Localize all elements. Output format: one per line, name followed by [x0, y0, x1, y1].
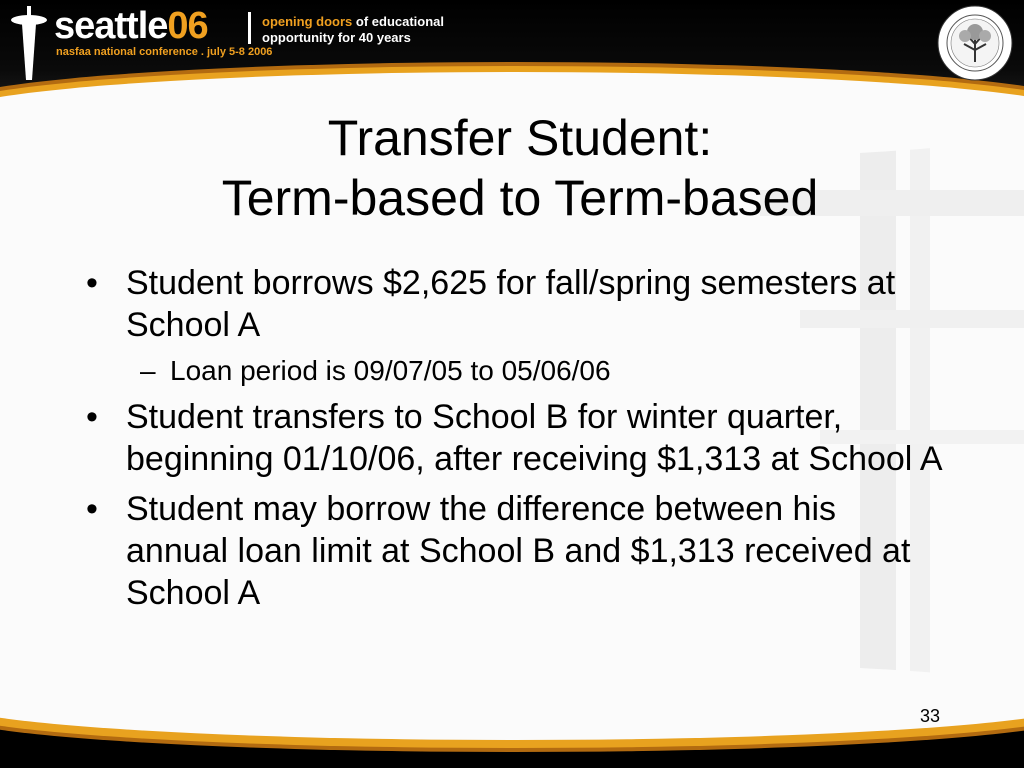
bullet-text: Student transfers to School B for winter quarter, beginning 01/10/06, after receiving $1,313 at School A — [126, 398, 943, 478]
tagline-text-1: of educational — [352, 14, 445, 29]
bullet-mark: • — [86, 398, 98, 436]
bullet-item — [84, 488, 944, 614]
slide-body — [84, 262, 944, 622]
tagline-highlight-1: opening doors — [262, 14, 353, 29]
sub-bullet-item — [84, 354, 944, 388]
logo-year: 06 — [167, 5, 208, 47]
logo-divider — [248, 12, 251, 44]
department-of-education-seal-icon — [936, 4, 1014, 82]
page-number: 33 — [919, 706, 940, 726]
conference-logo — [54, 6, 208, 46]
bullet-text: Student may borrow the difference between his annual loan limit at School B and $1,313 received at School A — [126, 490, 911, 612]
slide-title — [100, 108, 940, 228]
logo-subtitle: nasfaa national conference . july 5-8 2006 — [56, 46, 273, 58]
bullet-item — [84, 396, 944, 480]
sub-bullet-text: Loan period is 09/07/05 to 05/06/06 — [170, 355, 611, 386]
title-line-2: Term-based to Term-based — [221, 170, 819, 226]
tagline — [262, 14, 502, 46]
bullet-mark: • — [86, 490, 98, 528]
logo-main: seattle — [54, 5, 168, 47]
bullet-mark: • — [86, 264, 98, 302]
tagline-highlight-2: opportunity — [262, 30, 335, 45]
footer-curve — [0, 660, 1024, 740]
space-needle-icon — [8, 6, 50, 80]
tagline-text-2: for 40 years — [334, 30, 411, 45]
title-line-1: Transfer Student: — [327, 110, 713, 166]
sub-bullet-mark: – — [140, 355, 156, 386]
bullet-text: Student borrows $2,625 for fall/spring semesters at School A — [126, 264, 896, 344]
bullet-item — [84, 262, 944, 346]
